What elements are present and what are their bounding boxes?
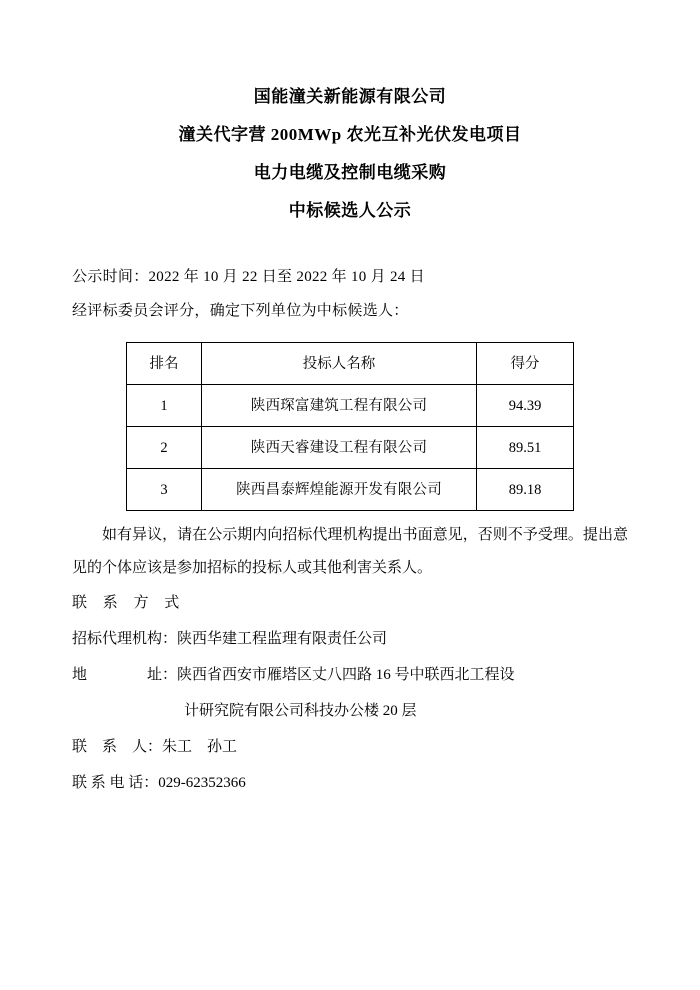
contact-heading: 联 系 方 式 [72, 595, 186, 611]
contact-phone-label: 联 系 电 话： [72, 775, 159, 791]
contact-agency-label: 招标代理机构： [72, 631, 178, 647]
candidate-table [126, 342, 574, 511]
publicity-period: 公示时间：2022 年 10 月 22 日至 2022 年 10 月 24 日 [72, 269, 425, 285]
cell-rank: 1 [127, 385, 202, 427]
contact-address [72, 657, 628, 693]
document-title [72, 78, 628, 230]
contact-person-value: 朱工 孙工 [162, 739, 238, 755]
cell-bidder: 陕西琛富建筑工程有限公司 [202, 385, 477, 427]
cell-bidder: 陕西天睿建设工程有限公司 [202, 427, 477, 469]
table-row [127, 385, 574, 427]
column-header-score: 得分 [477, 343, 574, 385]
title-line-3: 电力电缆及控制电缆采购 [253, 163, 447, 182]
contact-agency [72, 621, 628, 657]
cell-score: 89.18 [477, 469, 574, 511]
table-row [127, 469, 574, 511]
contact-person-label: 联 系 人： [72, 739, 163, 755]
cell-score: 94.39 [477, 385, 574, 427]
title-line-2: 潼关代字营 200MWp 农光互补光伏发电项目 [178, 125, 522, 144]
cell-bidder: 陕西昌泰辉煌能源开发有限公司 [202, 469, 477, 511]
contact-agency-value: 陕西华建工程监理有限责任公司 [177, 631, 388, 647]
column-header-rank: 排名 [127, 343, 202, 385]
column-header-bidder: 投标人名称 [202, 343, 477, 385]
contact-phone [72, 765, 628, 801]
cell-rank: 2 [127, 427, 202, 469]
contact-phone-value: 029-62352366 [158, 775, 246, 791]
objection-notice: 如有异议，请在公示期内向招标代理机构提出书面意见，否则不予受理。提出意见的个体应该是参加招标的投标人或其他利害关系人。 [72, 527, 628, 576]
cell-rank: 3 [127, 469, 202, 511]
intro-text: 经评标委员会评分，确定下列单位为中标候选人： [72, 303, 409, 319]
table-header-row [127, 343, 574, 385]
contact-address-label: 地 址： [72, 667, 178, 683]
contact-address-line-2: 计研究院有限公司科技办公楼 20 层 [184, 703, 417, 719]
title-line-1: 国能潼关新能源有限公司 [253, 87, 447, 106]
table-body [127, 385, 574, 511]
cell-score: 89.51 [477, 427, 574, 469]
document-body [72, 260, 628, 801]
contact-person [72, 729, 628, 765]
title-line-4: 中标候选人公示 [288, 201, 412, 220]
contact-address-line-1: 陕西省西安市雁塔区丈八四路 16 号中联西北工程设 [177, 667, 515, 683]
table-header [127, 343, 574, 385]
table-row [127, 427, 574, 469]
